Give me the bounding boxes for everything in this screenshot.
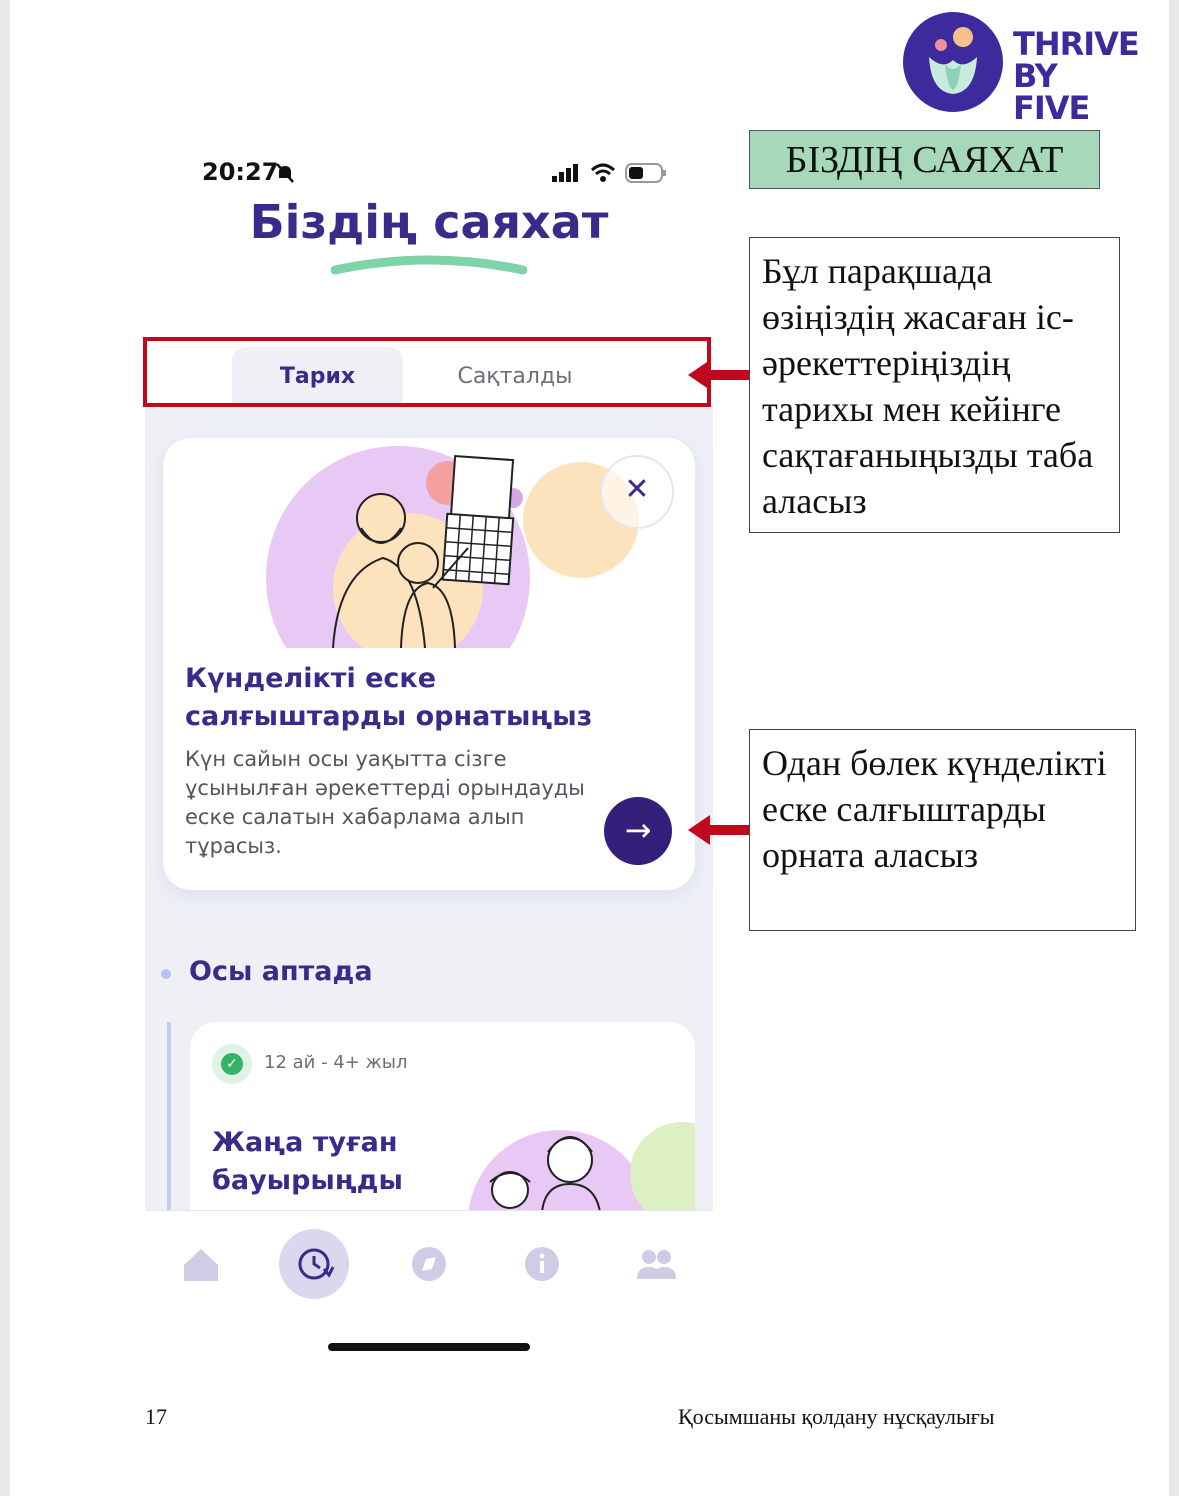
activity-card-title: Жаңа туған бауырыңды <box>212 1127 403 1196</box>
arrow-right-icon: → <box>624 811 652 849</box>
status-time: 20:27 <box>202 158 279 186</box>
logo-line2: BY FIVE <box>1013 57 1090 127</box>
bottom-nav <box>145 1210 713 1311</box>
tab-saved[interactable]: Сақталды <box>457 364 573 389</box>
timeline-line <box>167 1022 171 1212</box>
history-icon <box>279 1229 349 1299</box>
close-icon: ✕ <box>624 472 650 507</box>
document-title: Қосымшаны қолдану нұсқаулығы <box>678 1404 995 1429</box>
home-icon[interactable] <box>166 1229 236 1299</box>
reminder-card-title: Күнделікті еске салғыштарды орнатыңыз <box>185 663 593 732</box>
check-icon: ✓ <box>221 1053 243 1075</box>
reminder-annotation-note: Одан бөлек күнделікті еске салғыштарды орната аласыз <box>749 729 1136 931</box>
logo-mark-icon <box>903 12 1003 112</box>
page-edge-right <box>1169 0 1179 1496</box>
week-timeline-dot <box>161 969 171 979</box>
completed-badge <box>212 1044 252 1084</box>
week-section-label: Осы аптада <box>189 956 373 987</box>
section-heading-badge: БІЗДІҢ САЯХАТ <box>749 130 1100 189</box>
reminder-card-body: Күн сайын осы уақытта сізге ұсынылған әрекеттерді орындауды еске салатын хабарлама алып тұрасыз. <box>185 747 585 858</box>
phone-screenshot <box>145 140 713 1360</box>
thrive-by-five-logo <box>903 12 1139 127</box>
title-underline <box>331 252 527 278</box>
info-icon[interactable] <box>507 1229 577 1299</box>
logo-line1: THRIVE <box>1013 25 1139 63</box>
status-icons <box>550 158 670 188</box>
history-annotation-note: Бұл парақшада өзіңіздің жасаған іс-әрекеттеріңіздің тарихы мен кейінге сақтағаныңызды таба аласыз <box>749 237 1120 533</box>
activity-card[interactable] <box>190 1022 695 1212</box>
age-range-label: 12 ай - 4+ жыл <box>264 1052 408 1073</box>
tabs-pointer-arrow <box>688 358 750 392</box>
close-button[interactable] <box>600 455 674 529</box>
history-tab[interactable] <box>279 1229 349 1299</box>
logo-text <box>1013 25 1139 127</box>
home-indicator <box>328 1343 530 1351</box>
tabs-highlight-box <box>143 337 711 407</box>
signal-icon <box>552 176 557 182</box>
community-icon[interactable] <box>621 1229 691 1299</box>
page-number: 17 <box>145 1404 167 1429</box>
bell-muted-icon <box>275 162 295 184</box>
reminder-pointer-arrow <box>688 813 750 847</box>
page-edge-left <box>0 0 10 1496</box>
wifi-icon <box>592 165 614 170</box>
compass-icon[interactable] <box>394 1229 464 1299</box>
page-title: Біздің саяхат <box>249 195 609 249</box>
reminder-card <box>163 438 695 890</box>
tab-history[interactable]: Тарих <box>232 347 403 407</box>
siblings-illustration <box>450 1112 695 1212</box>
set-reminder-button[interactable] <box>604 797 672 865</box>
